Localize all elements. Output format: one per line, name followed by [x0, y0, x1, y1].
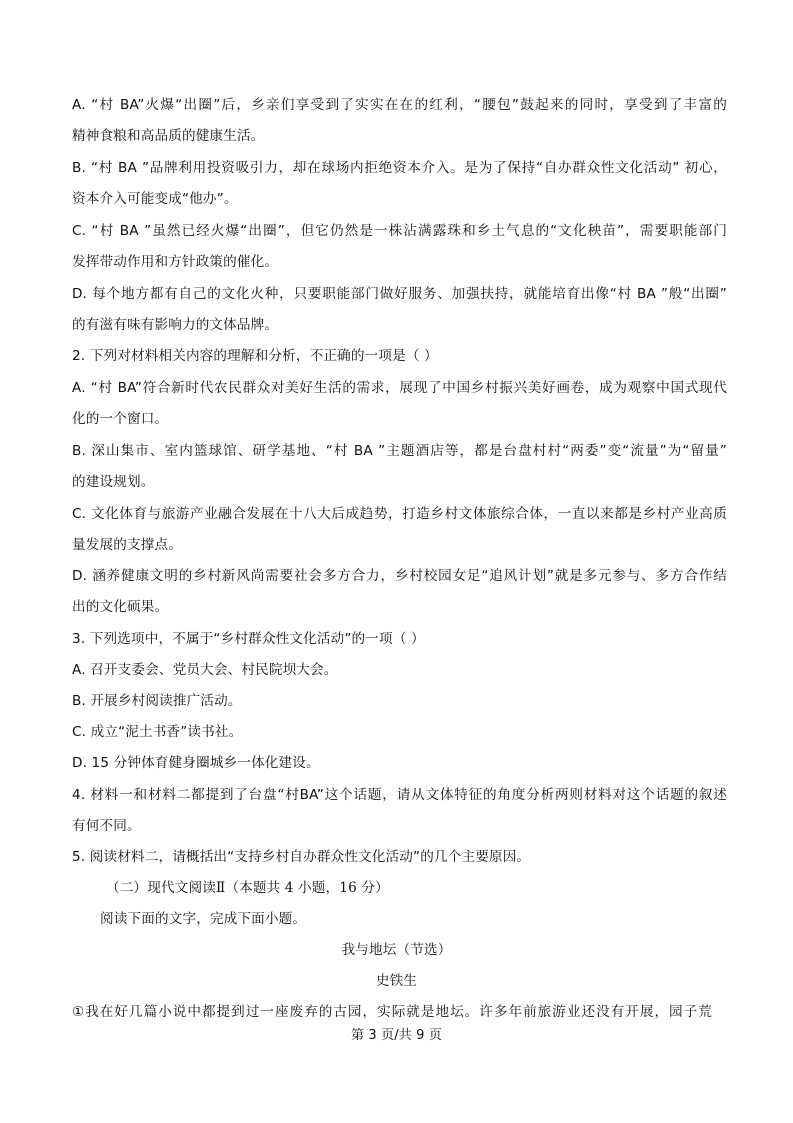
option-b-line-2: 资本介入可能变成“他办”。	[72, 191, 238, 207]
question-4-line-2: 有何不同。	[72, 818, 141, 834]
q2-option-c-line-1: C. 文化体育与旅游产业融合发展在十八大后成趋势，打造乡村文体旅综合体，一直以来都是乡村产业高质	[72, 506, 727, 522]
question-2: 2. 下列对材料相关内容的理解和分析，不正确的一项是（ ）	[72, 348, 438, 364]
q3-option-c: C. 成立“泥土书香”读书社。	[72, 724, 243, 740]
option-c-line-2: 发挥带动作用和方针政策的催化。	[72, 254, 279, 270]
article-author: 史铁生	[375, 973, 418, 989]
question-3: 3. 下列选项中，不属于“乡村群众性文化活动”的一项（ ）	[72, 631, 425, 647]
reading-instruction: 阅读下面的文字，完成下面小题。	[100, 911, 307, 927]
q2-option-a-line-1: A. “村 BA”符合新时代农民群众对美好生活的需求，展现了中国乡村振兴美好画卷，成为观察中国式现代	[72, 380, 727, 396]
section-heading: （二）现代文阅读Ⅱ（本题共 4 小题，16 分）	[106, 880, 389, 896]
option-d-line-1: D. 每个地方都有自己的文化火种，只要职能部门做好服务、加强扶持，就能培育出像“村 BA ”般“出圈”	[72, 286, 727, 302]
q2-option-c-line-2: 量发展的支撑点。	[72, 537, 182, 553]
option-d-line-2: 的有滋有味有影响力的文体品牌。	[72, 317, 279, 333]
article-paragraph-first-line: ①我在好几篇小说中都提到过一座废弃的古园，实际就是地坛。许多年前旅游业还没有开展，园子荒	[72, 1004, 712, 1020]
q2-option-b-line-2: 的建设规划。	[72, 474, 155, 490]
q2-option-b-line-1: B. 深山集市、室内篮球馆、研学基地、“村 BA ”主题酒店等，都是台盘村村“两委”变“流量”为“留量”	[72, 443, 727, 459]
q3-option-d: D. 15 分钟体育健身圈城乡一体化建设。	[72, 755, 320, 771]
article-title: 我与地坛（节选）	[341, 942, 452, 958]
option-a-line-2: 精神食粮和高品质的健康生活。	[72, 128, 265, 144]
option-a-line-1: A. “村 BA”火爆“出圈”后，乡亲们享受到了实实在在的红利，“腰包”鼓起来的同时，享受到了丰富的	[72, 97, 727, 113]
question-5: 5. 阅读材料二，请概括出“支持乡村自办群众性文化活动”的几个主要原因。	[72, 849, 531, 865]
question-4-line-1: 4. 材料一和材料二都提到了台盘“村BA”这个话题，请从文体特征的角度分析两则材料对这个话题的叙述	[72, 787, 727, 803]
option-c-line-1: C. “村 BA ”虽然已经火爆“出圈”，但它仍然是一株沾满露珠和乡土气息的“文化秧苗”，需要职能部门	[72, 223, 727, 239]
page-footer: 第 3 页/共 9 页	[350, 1028, 443, 1043]
q3-option-a: A. 召开支委会、党员大会、村民院坝大会。	[72, 662, 338, 678]
option-b-line-1: B. “村 BA ”品牌利用投资吸引力，却在球场内拒绝资本介入。是为了保持“自办群众性文化活动” 初心，	[72, 160, 727, 176]
q2-option-d-line-1: D. 涵养健康文明的乡村新风尚需要社会多方合力，乡村校园女足“追风计划”就是多元参与、多方合作结	[72, 568, 727, 584]
q2-option-a-line-2: 化的一个窗口。	[72, 411, 169, 427]
q3-option-b: B. 开展乡村阅读推广活动。	[72, 693, 242, 709]
q2-option-d-line-2: 出的文化硕果。	[72, 599, 169, 615]
